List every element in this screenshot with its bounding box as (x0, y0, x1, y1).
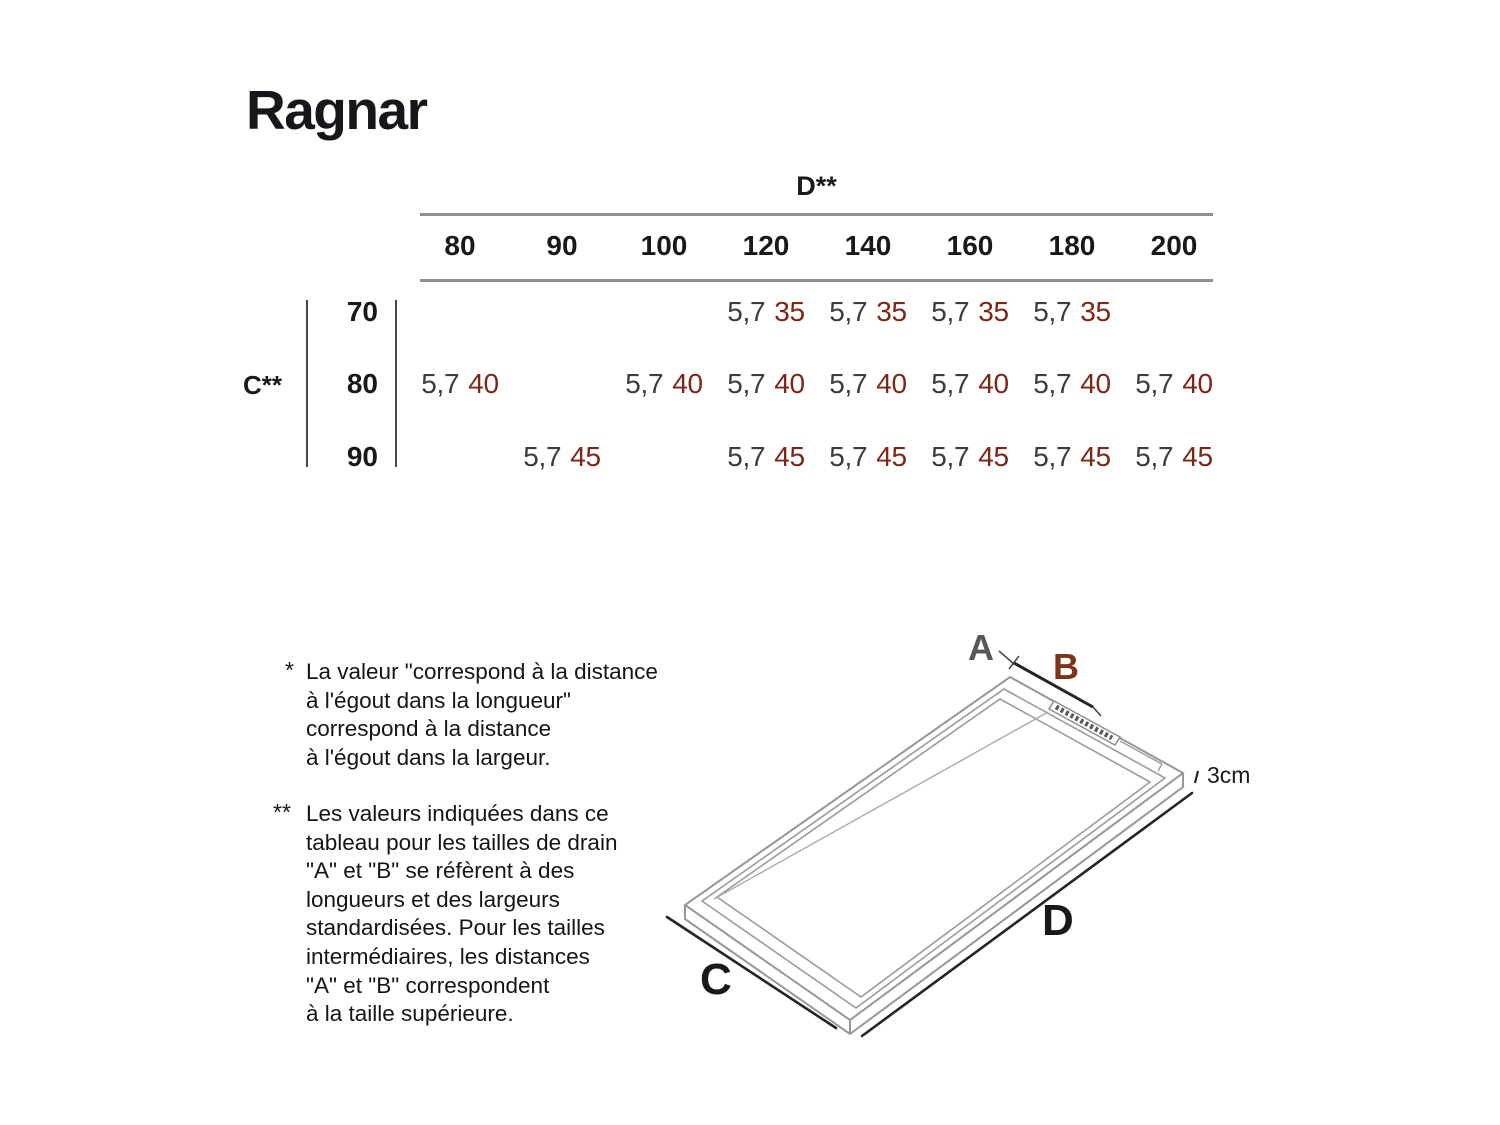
row-label-90: 90 (346, 441, 378, 472)
col-header-200: 200 (1150, 230, 1198, 261)
col-header-100: 100 (640, 230, 688, 261)
depth-value: 5,7 (1135, 441, 1174, 472)
depth-value: 5,7 (931, 368, 970, 399)
cell-80-90 (511, 368, 613, 400)
footnote-line: correspond à la distance (306, 716, 552, 742)
cell-70-100 (613, 296, 715, 328)
footnote-line: standardisées. Pour les tailles (306, 915, 605, 941)
drain-distance-value: 40 (876, 368, 907, 399)
cell-90-140 (817, 441, 919, 473)
drain-distance-value: 45 (1080, 441, 1111, 472)
row-label-80: 80 (346, 368, 378, 399)
row-label-70: 70 (346, 296, 378, 327)
dimension-divider-tick (1009, 656, 1019, 669)
cell-80-140 (817, 368, 919, 400)
depth-value: 5,7 (727, 368, 766, 399)
depth-value: 5,7 (421, 368, 460, 399)
cell-80-180 (1021, 368, 1123, 400)
cell-90-80 (409, 441, 511, 473)
depth-value: 5,7 (1033, 368, 1072, 399)
drain-distance-value: 45 (774, 441, 805, 472)
cell-70-200 (1123, 296, 1225, 328)
col-header-80: 80 (444, 230, 476, 261)
d-axis-label: D** (796, 171, 837, 201)
depth-value: 5,7 (1135, 368, 1174, 399)
drain-distance-value: 45 (1182, 441, 1213, 472)
table-top-rule (420, 213, 1213, 216)
cell-90-100 (613, 441, 715, 473)
depth-value: 5,7 (727, 441, 766, 472)
cell-90-200 (1123, 441, 1225, 473)
column-header-row (409, 230, 1225, 262)
drain-length-b-label: B (1053, 646, 1079, 687)
drain-distance-value: 45 (978, 441, 1009, 472)
cell-90-160 (919, 441, 1021, 473)
depth-value: 5,7 (1033, 296, 1072, 327)
length-d-label: D (1042, 896, 1074, 945)
depth-value: 5,7 (523, 441, 562, 472)
cell-80-100 (613, 368, 715, 400)
cell-70-140 (817, 296, 919, 328)
edge-height-tick (1195, 771, 1198, 783)
depth-value: 5,7 (829, 296, 868, 327)
footnote-line: longueurs et des largeurs (306, 886, 560, 912)
drain-distance-value: 35 (1080, 296, 1111, 327)
depth-value: 5,7 (829, 368, 868, 399)
depth-value: 5,7 (931, 296, 970, 327)
table-row (409, 368, 1225, 400)
cell-80-120 (715, 368, 817, 400)
cell-90-180 (1021, 441, 1123, 473)
cell-90-90 (511, 441, 613, 473)
drain-distance-value: 40 (774, 368, 805, 399)
drain-distance-value: 40 (1080, 368, 1111, 399)
drain-offset-a-label: A (968, 627, 994, 668)
cell-90-120 (715, 441, 817, 473)
footnote-line: La valeur "correspond à la distance (306, 659, 658, 684)
col-header-140: 140 (844, 230, 892, 261)
table-row (409, 441, 1225, 473)
footnote-line: à la taille supérieure. (306, 1001, 514, 1027)
drain-distance-value: 40 (468, 368, 499, 399)
col-header-90: 90 (546, 230, 578, 261)
drain-distance-value: 35 (978, 296, 1009, 327)
col-header-120: 120 (742, 230, 790, 261)
footnote-1 (306, 658, 666, 772)
cell-70-160 (919, 296, 1021, 328)
footnote-line: tableau pour les tailles de drain (306, 829, 618, 855)
footnote-marker-double-asterisk: ** (273, 799, 291, 825)
width-c-label: C (700, 955, 732, 1004)
drain-distance-value: 40 (1182, 368, 1213, 399)
dimension-b-end-tick (1093, 707, 1101, 716)
table-row (409, 296, 1225, 328)
drain-distance-value: 45 (876, 441, 907, 472)
footnote-line: "A" et "B" correspondent (306, 972, 550, 998)
drain-distance-value: 40 (978, 368, 1009, 399)
drain-distance-value: 35 (774, 296, 805, 327)
row-axis-right-rule (395, 300, 397, 467)
depth-value: 5,7 (1033, 441, 1072, 472)
depth-value: 5,7 (931, 441, 970, 472)
page-title: Ragnar (246, 79, 427, 141)
drain-distance-value: 35 (876, 296, 907, 327)
footnote-line: intermédiaires, les distances (306, 943, 590, 969)
cell-70-180 (1021, 296, 1123, 328)
depth-value: 5,7 (727, 296, 766, 327)
depth-value: 5,7 (829, 441, 868, 472)
footnote-marker-single-asterisk: * (285, 657, 294, 683)
cell-70-120 (715, 296, 817, 328)
cell-70-80 (409, 296, 511, 328)
tray-outer-edge (685, 677, 1183, 1020)
footnote-line: à l'égout dans la largeur. (306, 744, 551, 770)
table-header-rule (420, 279, 1213, 282)
col-header-180: 180 (1048, 230, 1096, 261)
cell-70-90 (511, 296, 613, 328)
edge-height-label: 3cm (1207, 762, 1251, 788)
col-header-160: 160 (946, 230, 994, 261)
footnote-line: "A" et "B" se réfèrent à des (306, 858, 575, 884)
depth-value: 5,7 (625, 368, 664, 399)
dimension-line-a (999, 651, 1014, 664)
drain-distance-value: 40 (672, 368, 703, 399)
c-axis-label: C** (243, 370, 283, 400)
footnote-line: Les valeurs indiquées dans ce (306, 801, 609, 826)
cell-80-200 (1123, 368, 1225, 400)
cell-80-80 (409, 368, 511, 400)
cell-80-160 (919, 368, 1021, 400)
footnote-line: à l'égout dans la longueur" (306, 687, 571, 713)
row-axis-left-rule (306, 300, 308, 467)
footnote-2 (306, 800, 666, 1029)
drain-distance-value: 45 (570, 441, 601, 472)
